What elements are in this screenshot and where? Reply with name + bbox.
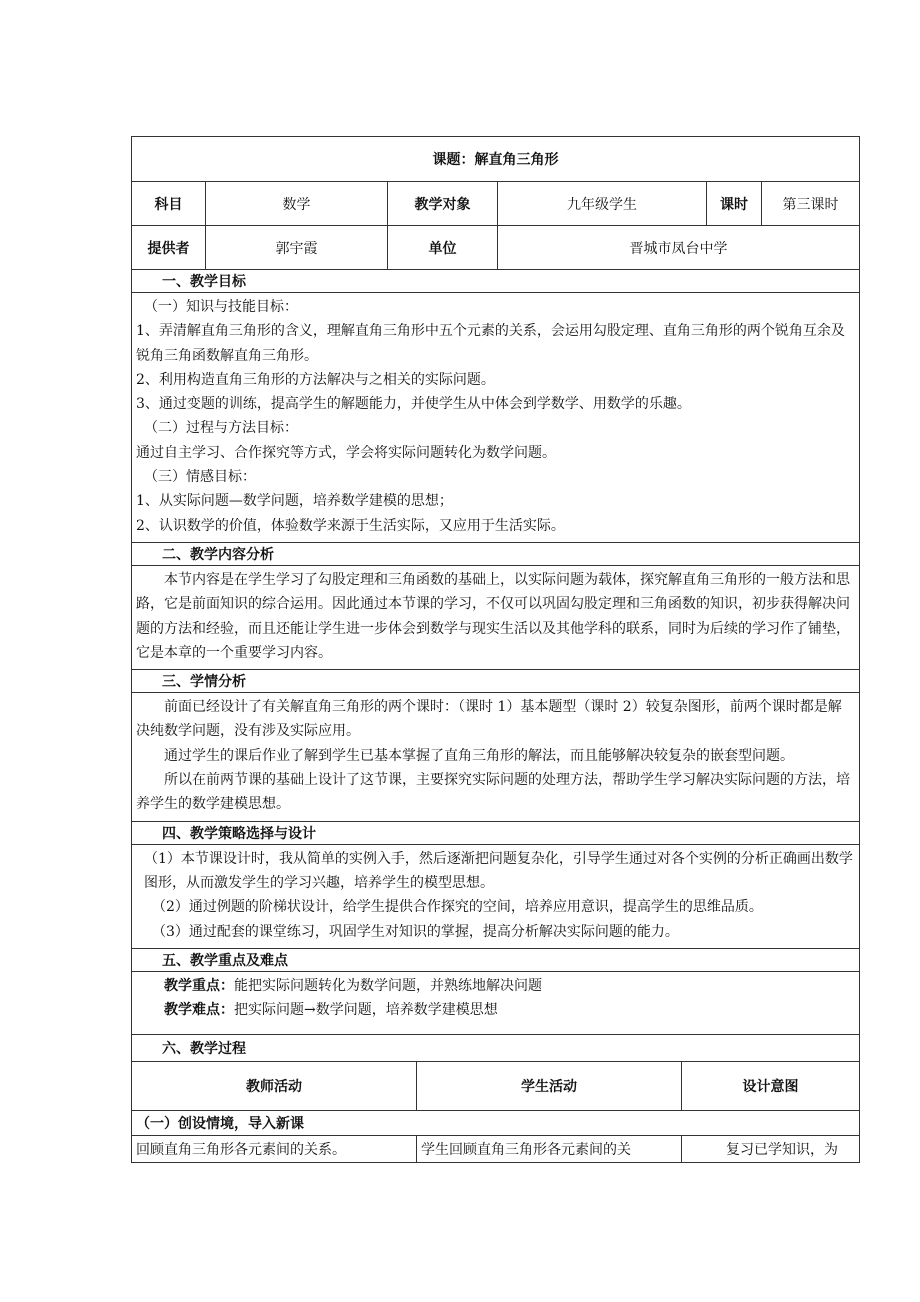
lesson-title: 课题：解直角三角形	[132, 137, 860, 182]
emotion-goal-title: （三）情感目标：	[144, 469, 256, 486]
strategy-item-3: （3）通过配套的课堂练习，巩固学生对知识的掌握，提高分析解决实际问题的能力。	[152, 923, 679, 940]
col-design-intent: 设计意图	[682, 1061, 860, 1110]
period-label: 课时	[707, 182, 762, 226]
provider-label: 提供者	[132, 226, 206, 270]
section-heading-content: 二、教学内容分析	[132, 542, 860, 565]
keypoints-body	[132, 971, 860, 1034]
difficulty-line	[136, 998, 855, 1022]
audience-value: 九年级学生	[498, 182, 707, 226]
row1-student: 学生回顾直角三角形各元素间的关	[417, 1135, 682, 1162]
learners-text-3: 所以在前两节课的基础上设计了这节课，主要探究实际问题的处理方法，帮助学生学习解决实际问题的方法，培养学生的数学建模思想。	[136, 772, 850, 813]
col-student-activity: 学生活动	[417, 1061, 682, 1110]
difficulty-label: 教学难点：	[164, 1002, 234, 1019]
learners-body	[132, 693, 860, 821]
lesson-plan-table	[131, 136, 860, 1062]
process-step-1-heading: （一）创设情境，导入新课	[132, 1110, 860, 1135]
key-point-text: 能把实际问题转化为数学问题，并熟练地解决问题	[234, 977, 542, 994]
emotion-goal-2: 2、认识数学的价值，体验数学来源于生活实际，又应用于生活实际。	[136, 517, 565, 534]
provider-value: 郭宇霞	[206, 226, 388, 270]
goals-body	[132, 293, 860, 543]
subject-label: 科目	[132, 182, 206, 226]
learners-text-2: 通过学生的课后作业了解到学生已基本掌握了直角三角形的解法，而且能够解决较复杂的嵌套型问题。	[164, 747, 794, 764]
section-heading-keypoints: 五、教学重点及难点	[132, 948, 860, 971]
content-body	[132, 565, 860, 669]
content-analysis-text: 本节内容是在学生学习了勾股定理和三角函数的基础上，以实际问题为载体，探究解直角三角形的一般方法和思路，它是前面知识的综合运用。因此通过本节课的学习，不仅可以巩固勾股定理和三角函数的知识，初步获得解决问题的方法和经验，而且还能让学生进一步体会到数学与现实生活以及其他学科的联系，同时为后续的学习作了铺垫，它是本章的一个重要学习内容。	[136, 571, 850, 661]
period-value: 第三课时	[762, 182, 860, 226]
strategy-item-2: （2）通过例题的阶梯状设计，给学生提供合作探究的空间，培养应用意识，提高学生的思维品质。	[152, 899, 763, 916]
audience-label: 教学对象	[388, 182, 498, 226]
section-heading-learners: 三、学情分析	[132, 670, 860, 693]
col-teacher-activity: 教师活动	[132, 1061, 417, 1110]
subject-value: 数学	[206, 182, 388, 226]
knowledge-goal-2: 2、利用构造直角三角形的方法解决与之相关的实际问题。	[136, 371, 495, 388]
unit-label: 单位	[388, 226, 498, 270]
process-goal-title: （二）过程与方法目标：	[144, 420, 298, 437]
learners-text-1: 前面已经设计了有关解直角三角形的两个课时：（课时 1）基本题型（课时 2）较复杂图形，前两个课时都是解决纯数学问题，没有涉及实际应用。	[136, 699, 842, 740]
unit-value: 晋城市凤台中学	[498, 226, 860, 270]
knowledge-goal-title: （一）知识与技能目标：	[144, 299, 298, 315]
emotion-goal-1: 1、从实际问题—数学问题，培养数学建模的思想；	[136, 493, 453, 510]
key-point-label: 教学重点：	[164, 977, 234, 994]
process-goal-1: 通过自主学习、合作探究等方式，学会将实际问题转化为数学问题。	[136, 444, 556, 461]
key-point-line	[136, 974, 855, 998]
section-heading-strategy: 四、教学策略选择与设计	[132, 821, 860, 844]
row1-teacher: 回顾直角三角形各元素间的关系。	[132, 1135, 417, 1162]
knowledge-goal-1: 1、弄清解直角三角形的含义，理解直角三角形中五个元素的关系，会运用勾股定理、直角三角形的两个锐角互余及锐角三角函数解直角三角形。	[136, 323, 845, 364]
difficulty-text: 把实际问题→数学问题，培养数学建模思想	[234, 1002, 498, 1019]
knowledge-goal-3: 3、通过变题的训练，提高学生的解题能力，并使学生从中体会到学数学、用数学的乐趣。	[136, 396, 691, 413]
process-table	[131, 1061, 860, 1163]
section-heading-goals: 一、教学目标	[132, 270, 860, 293]
strategy-item-1: （1）本节课设计时，我从简单的实例入手，然后逐渐把问题复杂化，引导学生通过对各个实例的分析正确画出数学图形，从而激发学生的学习兴趣，培养学生的模型思想。	[144, 850, 853, 891]
strategy-body	[132, 844, 860, 948]
row1-intent: 复习已学知识，为	[682, 1135, 860, 1162]
section-heading-process: 六、教学过程	[132, 1034, 860, 1061]
lesson-plan	[131, 136, 859, 1163]
